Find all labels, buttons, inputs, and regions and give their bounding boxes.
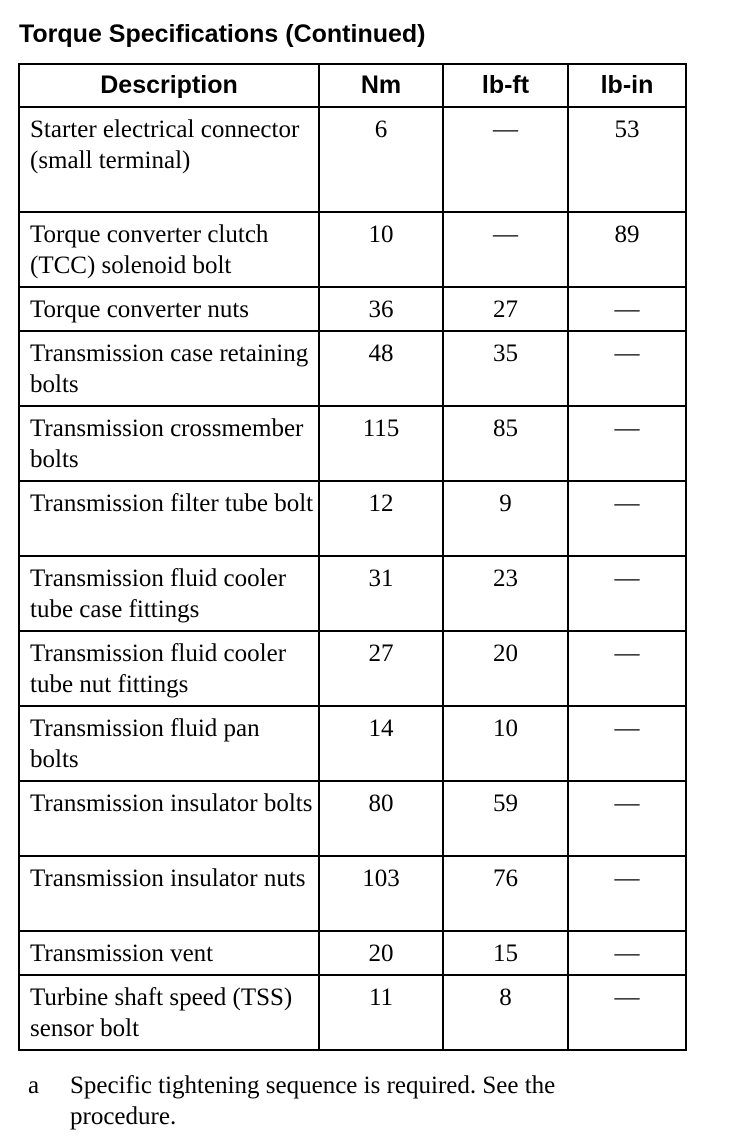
cell-lb-ft: 9 xyxy=(443,481,568,556)
cell-lb-in: — xyxy=(568,556,686,631)
table-row xyxy=(19,481,686,556)
cell-lb-ft: 59 xyxy=(443,781,568,856)
cell-description: Transmission case retaining bolts xyxy=(19,331,319,406)
cell-nm: 80 xyxy=(319,781,443,856)
cell-lb-in: — xyxy=(568,931,686,975)
cell-lb-ft: 76 xyxy=(443,856,568,931)
cell-lb-in: — xyxy=(568,331,686,406)
table-row xyxy=(19,706,686,781)
cell-nm: 27 xyxy=(319,631,443,706)
table-row xyxy=(19,556,686,631)
column-header-lb-in: lb-in xyxy=(568,64,686,107)
table-row xyxy=(19,212,686,287)
cell-lb-ft: — xyxy=(443,212,568,287)
cell-lb-in: — xyxy=(568,975,686,1050)
cell-description: Transmission insulator bolts xyxy=(19,781,319,856)
cell-description: Starter electrical connector (small terminal) xyxy=(19,107,319,212)
table-row xyxy=(19,631,686,706)
table-row xyxy=(19,107,686,212)
cell-nm: 10 xyxy=(319,212,443,287)
cell-description: Transmission fluid pan bolts xyxy=(19,706,319,781)
cell-lb-ft: 10 xyxy=(443,706,568,781)
cell-description: Transmission fluid cooler tube case fittings xyxy=(19,556,319,631)
cell-nm: 6 xyxy=(319,107,443,212)
column-header-nm: Nm xyxy=(319,64,443,107)
cell-lb-in: — xyxy=(568,631,686,706)
table-row xyxy=(19,931,686,975)
cell-lb-in: — xyxy=(568,706,686,781)
cell-nm: 36 xyxy=(319,287,443,331)
table-header-row xyxy=(19,64,686,107)
cell-lb-ft: 85 xyxy=(443,406,568,481)
cell-nm: 48 xyxy=(319,331,443,406)
cell-description: Transmission filter tube bolt xyxy=(19,481,319,556)
cell-description: Torque converter nuts xyxy=(19,287,319,331)
column-header-lb-ft: lb-ft xyxy=(443,64,568,107)
cell-nm: 31 xyxy=(319,556,443,631)
cell-lb-ft: 8 xyxy=(443,975,568,1050)
table-row xyxy=(19,406,686,481)
cell-lb-ft: 35 xyxy=(443,331,568,406)
table-row xyxy=(19,781,686,856)
cell-description: Transmission crossmember bolts xyxy=(19,406,319,481)
cell-lb-in: 53 xyxy=(568,107,686,212)
cell-lb-in: — xyxy=(568,781,686,856)
cell-lb-in: — xyxy=(568,856,686,931)
table-row xyxy=(19,856,686,931)
cell-description: Transmission insulator nuts xyxy=(19,856,319,931)
cell-lb-in: — xyxy=(568,406,686,481)
cell-nm: 11 xyxy=(319,975,443,1050)
cell-nm: 14 xyxy=(319,706,443,781)
cell-lb-ft: 20 xyxy=(443,631,568,706)
page-title: Torque Specifications (Continued) xyxy=(19,20,426,48)
cell-nm: 103 xyxy=(319,856,443,931)
cell-nm: 20 xyxy=(319,931,443,975)
cell-lb-ft: 27 xyxy=(443,287,568,331)
cell-lb-ft: 15 xyxy=(443,931,568,975)
cell-lb-in: 89 xyxy=(568,212,686,287)
cell-lb-ft: 23 xyxy=(443,556,568,631)
cell-description: Torque converter clutch (TCC) solenoid bolt xyxy=(19,212,319,287)
column-header-description: Description xyxy=(19,64,319,107)
footnote xyxy=(28,1070,648,1132)
table-row xyxy=(19,287,686,331)
cell-lb-in: — xyxy=(568,481,686,556)
footnote-marker: a xyxy=(28,1072,40,1099)
cell-description: Transmission vent xyxy=(19,931,319,975)
torque-spec-table xyxy=(18,63,687,1051)
table-row xyxy=(19,975,686,1050)
table-row xyxy=(19,331,686,406)
cell-nm: 115 xyxy=(319,406,443,481)
cell-lb-ft: — xyxy=(443,107,568,212)
cell-description: Transmission fluid cooler tube nut fittings xyxy=(19,631,319,706)
footnote-text: Specific tightening sequence is required. See the procedure. xyxy=(70,1072,556,1130)
cell-lb-in: — xyxy=(568,287,686,331)
cell-nm: 12 xyxy=(319,481,443,556)
cell-description: Turbine shaft speed (TSS) sensor bolt xyxy=(19,975,319,1050)
